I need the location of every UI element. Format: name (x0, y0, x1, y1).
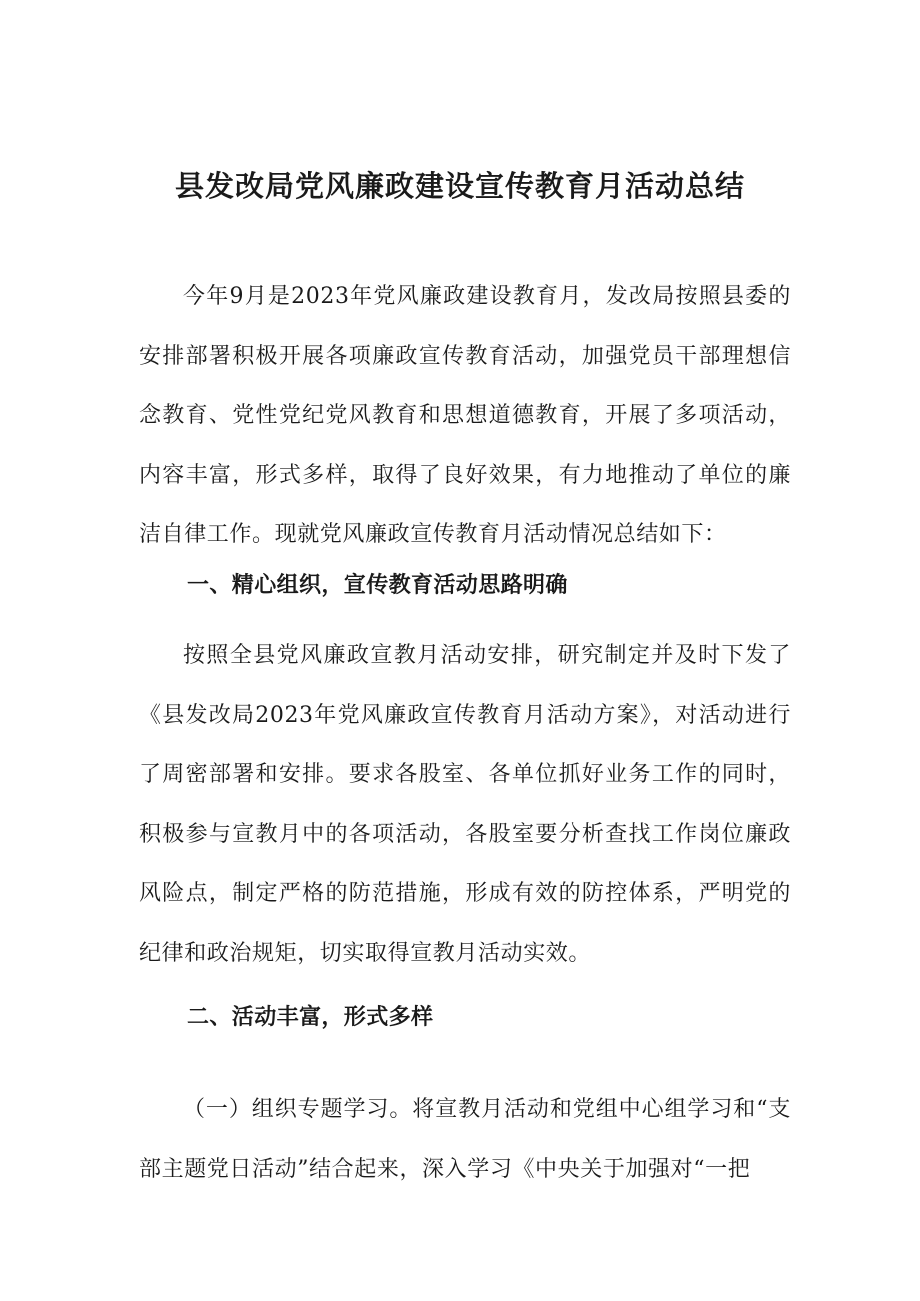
section-heading-1: 一、精心组织，宣传教育活动思路明确 (187, 573, 568, 598)
document-title: 县发改局党风廉政建设宣传教育月活动总结 (174, 169, 745, 203)
section-heading-2: 二、活动丰富，形式多样 (187, 1005, 434, 1030)
section-1-paragraph: 按照全县党风廉政宣教月活动安排，研究制定并及时下发了《县发改局2023年党风廉政宣传教育月活动方案》，对活动进行了周密部署和安排。要求各股室、各单位抓好业务工作的同时，积极参与宣教月中的各项活动，各股室要分析查找工作岗位廉政风险点，制定严格的防范措施，形成有效的防控体系，严明党的纪律和政治规矩，切实取得宣教月活动实效。 (139, 643, 791, 966)
intro-paragraph: 今年9月是2023年党风廉政建设教育月，发改局按照县委的安排部署积极开展各项廉政宣传教育活动，加强党员干部理想信念教育、党性党纪党风教育和思想道德教育，开展了多项活动，内容丰富，形式多样，取得了良好效果，有力地推动了单位的廉洁自律工作。现就党风廉政宣传教育月活动情况总结如下： (139, 284, 791, 547)
section-2-item-1-paragraph: （一）组织专题学习。将宣教月活动和党组中心组学习和“支部主题党日活动”结合起来，深入学习《中央关于加强对“一把 (139, 1097, 791, 1182)
